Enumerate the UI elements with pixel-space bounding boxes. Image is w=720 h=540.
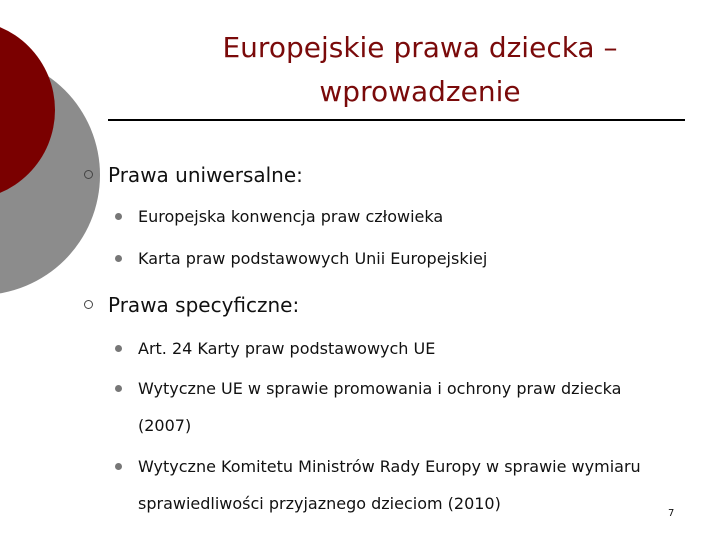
slide-title <box>160 26 680 114</box>
dot-bullet-icon <box>115 345 122 352</box>
list-item-text: Art. 24 Karty praw podstawowych UE <box>138 339 436 358</box>
list-item-text-line-1: Wytyczne Komitetu Ministrów Rady Europy w sprawie wymiaru <box>138 457 641 476</box>
section-heading-universal <box>108 163 303 187</box>
title-divider <box>108 119 685 121</box>
hollow-circle-bullet-icon <box>84 300 93 309</box>
list-item-text: Karta praw podstawowych Unii Europejskiej <box>138 249 488 268</box>
list-item <box>138 448 641 522</box>
list-item <box>138 240 487 277</box>
dot-bullet-icon <box>115 255 122 262</box>
list-item-text-line-1: Wytyczne UE w sprawie promowania i ochrony praw dziecka <box>138 379 622 398</box>
dot-bullet-icon <box>115 463 122 470</box>
dot-bullet-icon <box>115 213 122 220</box>
dot-bullet-icon <box>115 385 122 392</box>
section-heading-specific <box>108 293 299 317</box>
list-item <box>138 330 435 367</box>
list-item-text-line-2: sprawiedliwości przyjaznego dzieciom (2010) <box>138 494 501 513</box>
list-item-text-line-2: (2007) <box>138 416 192 435</box>
section-heading-text: Prawa specyficzne: <box>108 293 300 317</box>
list-item-text: Europejska konwencja praw człowieka <box>138 207 444 226</box>
hollow-circle-bullet-icon <box>84 170 93 179</box>
list-item <box>138 198 443 235</box>
page-number: 7 <box>668 508 675 519</box>
title-line-2: wprowadzenie <box>319 75 521 108</box>
section-heading-text: Prawa uniwersalne: <box>108 163 303 187</box>
list-item <box>138 370 621 444</box>
title-line-1: Europejskie prawa dziecka – <box>222 31 618 64</box>
